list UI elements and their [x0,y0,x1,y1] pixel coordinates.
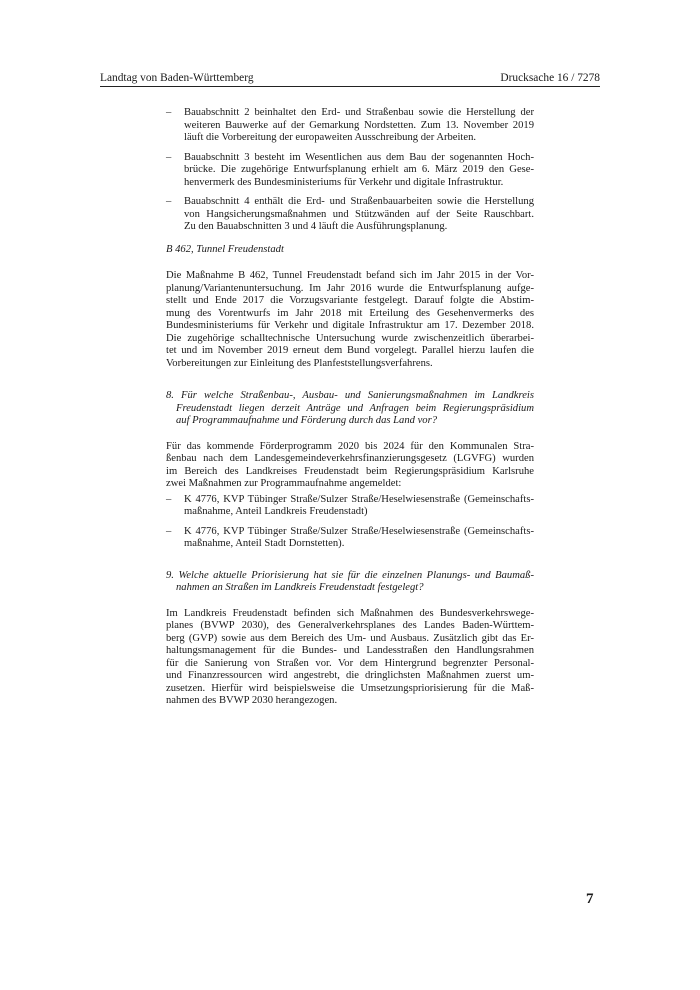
text-line: für die Sanierung von Straßen vor. Vor dem Hintergrund begrenzter Personal- [166,657,534,669]
text-line: 9. Welche aktuelle Priorisierung hat sie für die einzelnen Planungs- und Baumaß- [166,569,534,581]
text-line: planung/Variantenuntersuchung. Im Jahr 2016 wurde die Entwurfsplanung aufge- [166,282,534,294]
text-line: brücke. Die zugehörige Entwurfsplanung erhielt am 6. März 2019 den Gese- [184,164,534,175]
bullet-bauabschnitt-2 [166,107,534,145]
text-line: nahmen des BVWP 2030 herangezogen. [166,695,338,706]
question-9 [166,570,534,595]
text-line: Vorbereitungen zur Einleitung des Planfeststellungsverfahrens. [166,357,433,369]
text-line: Für das kommende Förderprogramm 2020 bis 2024 für den Kommunalen Stra- [166,440,534,452]
dash-marker: – [166,525,172,537]
text-line: Zu den Bauabschnitten 3 und 4 läuft die Ausführungsplanung. [184,221,448,232]
header-parliament-name: Landtag von Baden-Württemberg [100,72,254,84]
text-line: Die zugehörige schalltechnische Untersuchung wurde zwischenzeitlich überarbei- [166,332,534,344]
text-line: ßenbau nach dem Landesgemeindeverkehrsfinanzierungsgesetz (LGVFG) wurden [166,453,534,464]
text-line: henvermerk des Bundesministeriums für Verkehr und digitale Infrastruktur. [184,176,504,188]
dash-marker: – [166,493,172,505]
bullet-k4776-landkreis [166,494,534,519]
text-line: Die Maßnahme B 462, Tunnel Freudenstadt befand sich im Jahr 2015 in der Vor- [166,270,534,281]
dash-marker: – [166,196,172,207]
answer-8 [166,441,534,491]
text-line: läuft die Vorbereitung der europaweiten Ausschreibung der Arbeiten. [184,132,477,143]
text-line: Bauabschnitt 2 beinhaltet den Erd- und Straßenbau sowie die Herstellung der [184,107,534,118]
text-line: K 4776, KVP Tübinger Straße/Sulzer Straße/Heselwiesenstraße (Gemeinschafts- [184,493,534,505]
text-line: auf Programmaufnahme und Förderung durch das Land vor? [176,415,438,426]
answer-9 [166,608,534,708]
text-line: und Finanzressourcen wird angestrebt, die dringlichsten Maßnahmen zuerst um- [166,670,534,681]
dash-marker: – [166,107,172,118]
text-line: Freudenstadt liegen derzeit Anträge und Anfragen beim Regierungspräsidium [176,402,534,414]
text-line: weiteren Bauwerke auf der Gemarkung Nordstetten. Zum 13. November 2019 [184,119,534,131]
text-line: zwei Maßnahmen zur Programmaufnahme angemeldet: [166,478,402,489]
dash-marker: – [166,151,172,163]
header-document-number: Drucksache 16 / 7278 [500,72,600,84]
text-line: haltungsmanagement für die Bundes- und Landesstraßen den Handlungsrahmen [166,645,534,656]
text-line: Bundesministeriums für Verkehr und digitale Infrastruktur am 17. Dezember 2018. [166,320,534,331]
question-8 [166,390,534,428]
text-line: im Bereich des Landkreises Freudenstadt beim Regierungspräsidium Karlsruhe [166,465,534,477]
text-line: tet und im November 2019 erneut dem Bund vorgelegt. Parallel hierzu laufen die [166,345,534,356]
text-line: 8. Für welche Straßenbau-, Ausbau- und Sanierungsmaßnahmen im Landkreis [166,390,534,401]
text-line: zusetzen. Hierfür wird beispielsweise die Umsetzungspriorisierung für die Maß- [166,682,534,694]
page-content [166,107,534,708]
bullet-bauabschnitt-3 [166,152,534,190]
bullet-k4776-dornstetten [166,526,534,551]
header-divider [100,86,600,87]
text-line: maßnahme, Anteil Landkreis Freudenstadt) [184,506,368,517]
text-line: Im Landkreis Freudenstadt befinden sich Maßnahmen des Bundesverkehrswege- [166,607,534,619]
text-line: Bauabschnitt 4 enthält die Erd- und Straßenbauarbeiten sowie die Herstellung [184,196,534,207]
text-line: K 4776, KVP Tübinger Straße/Sulzer Straße/Heselwiesenstraße (Gemeinschafts- [184,525,534,537]
text-line: maßnahme, Anteil Stadt Dornstetten). [184,538,345,549]
text-line: stellt und Ende 2017 die Vorzugsvariante festgelegt. Darauf folgte die Abstim- [166,295,534,306]
page-number: 7 [586,891,594,907]
text-line: berg (GVP) sowie aus dem Bereich des Um- und Ausbaus. Zusätzlich gibt das Er- [166,632,534,644]
bullet-bauabschnitt-4 [166,196,534,234]
paragraph-b462 [166,270,534,370]
text-line: mung des Vorentwurfs im Jahr 2018 mit Erteilung des Gesehenvermerks des [166,307,534,319]
text-line: Bauabschnitt 3 besteht im Wesentlichen aus dem Bau der sogenannten Hoch- [184,151,534,163]
section-heading-b462: B 462, Tunnel Freudenstadt [166,243,284,255]
text-line: von Hangsicherungsmaßnahmen und Stützwänden auf der Seite Rauschbart. [184,208,534,220]
text-line: nahmen an Straßen im Landkreis Freudenstadt festgelegt? [176,582,424,593]
text-line: planes (BVWP 2030), des Generalverkehrsplanes des Landes Baden-Württem- [166,620,534,631]
